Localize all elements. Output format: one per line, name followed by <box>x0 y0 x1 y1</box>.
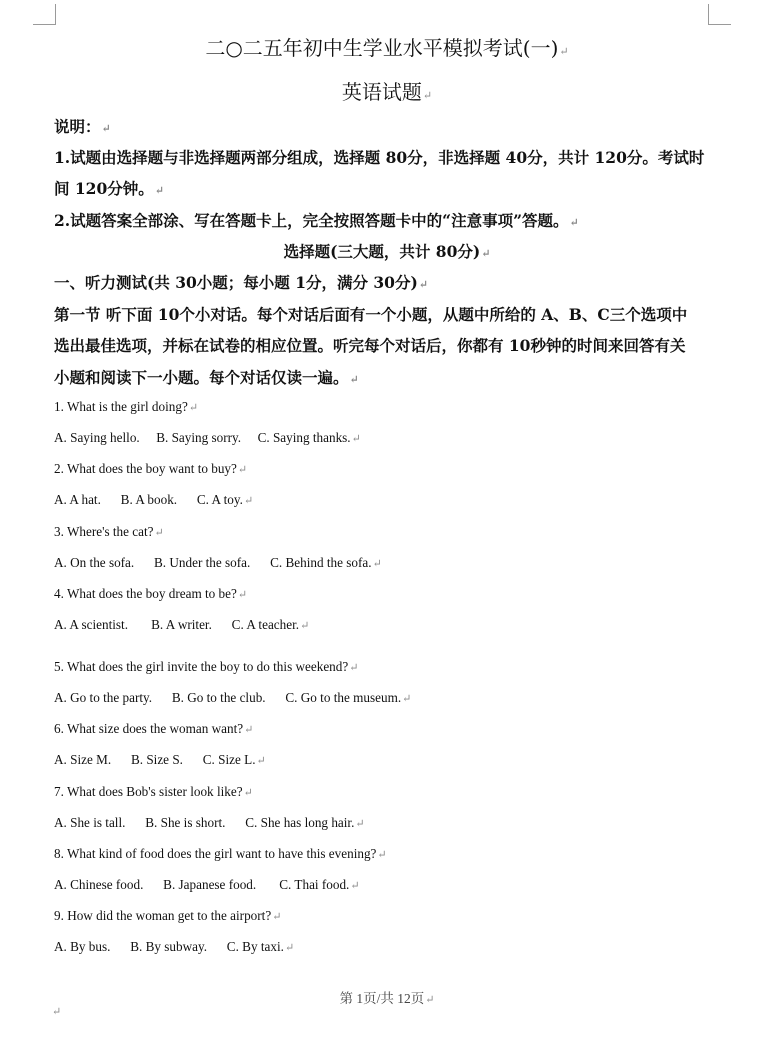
question-3: 3. Where's the cat?↵ <box>54 524 164 539</box>
question-5-option-a: A. Go to the party. <box>54 690 153 705</box>
listening-part-heading: 一、听力测试(共 30小题；每小题 1分，满分 30分)↵ <box>54 273 429 292</box>
question-2-options: A. A hat. B. A book. C. A toy.↵ <box>54 492 254 507</box>
question-4-option-c: C. A teacher. <box>231 617 300 632</box>
exam-subtitle: 英语试题↵ <box>341 80 433 104</box>
instruction-1-line-2: 间 120分钟。↵ <box>54 179 164 198</box>
question-2-option-c: C. A toy. <box>196 492 243 507</box>
question-6-option-b: B. Size S. <box>130 752 183 767</box>
question-4-options: A. A scientist. B. A writer. C. A teacher.↵ <box>54 617 310 632</box>
section1-instruction-line-1: 第一节 听下面 10个小对话。每个对话后面有一个小题，从题中所给的 A、B、C三个选项中 <box>54 305 688 324</box>
question-5-option-b: B. Go to the club. <box>171 690 266 705</box>
question-3-option-c: C. Behind the sofa. <box>270 555 372 570</box>
question-7: 7. What does Bob's sister look like?↵ <box>54 784 253 799</box>
paragraph-mark: ↵ <box>52 1005 62 1018</box>
question-8-option-a: A. Chinese food. <box>54 877 144 892</box>
question-4: 4. What does the boy dream to be?↵ <box>54 586 248 601</box>
question-2: 2. What does the boy want to buy?↵ <box>54 461 248 476</box>
question-1-options: A. Saying hello. B. Saying sorry. C. Saying thanks.↵ <box>54 430 361 445</box>
question-5-options: A. Go to the party. B. Go to the club. C. Go to the museum.↵ <box>54 690 412 705</box>
question-6-options: A. Size M. B. Size S. C. Size L.↵ <box>54 752 266 767</box>
question-6-option-a: A. Size M. <box>54 752 112 767</box>
question-9: 9. How did the woman get to the airport?↵ <box>54 908 282 923</box>
exam-title: 二○二五年初中生学业水平模拟考试(一)↵ <box>205 36 569 60</box>
question-2-option-a: A. A hat. <box>54 492 101 507</box>
question-5: 5. What does the girl invite the boy to do this weekend?↵ <box>54 659 359 674</box>
question-9-option-a: A. By bus. <box>54 939 111 954</box>
question-1-option-c: C. Saying thanks. <box>257 430 351 445</box>
question-6: 6. What size does the woman want?↵ <box>54 721 254 736</box>
question-7-options: A. She is tall. B. She is short. C. She has long hair.↵ <box>54 815 365 830</box>
instruction-1-line-1: 1.试题由选择题与非选择题两部分组成，选择题 80分，非选择题 40分，共计 120分。考试时 <box>54 148 705 167</box>
question-1-option-b: B. Saying sorry. <box>156 430 242 445</box>
question-1: 1. What is the girl doing?↵ <box>54 399 199 414</box>
question-4-option-a: A. A scientist. <box>54 617 128 632</box>
section1-instruction-line-2: 选出最佳选项，并标在试卷的相应位置。听完每个对话后，你都有 10秒钟的时间来回答有关 <box>54 336 686 355</box>
question-8-options: A. Chinese food. B. Japanese food. C. Thai food.↵ <box>54 877 360 892</box>
question-8: 8. What kind of food does the girl want to have this evening?↵ <box>54 846 387 861</box>
page-number: 第 1页/共 12页↵ <box>339 991 435 1006</box>
question-6-option-c: C. Size L. <box>202 752 256 767</box>
question-1-option-a: A. Saying hello. <box>54 430 140 445</box>
question-8-option-c: C. Thai food. <box>279 877 350 892</box>
crop-mark-top-left <box>33 4 56 25</box>
question-3-options: A. On the sofa. B. Under the sofa. C. Behind the sofa.↵ <box>54 555 382 570</box>
question-5-option-c: C. Go to the museum. <box>285 690 402 705</box>
question-9-option-c: C. By taxi. <box>226 939 284 954</box>
question-2-option-b: B. A book. <box>120 492 178 507</box>
question-7-option-a: A. She is tall. <box>54 815 126 830</box>
instruction-2: 2.试题答案全部涂、写在答题卡上，完全按照答题卡中的“注意事项”答题。↵ <box>54 211 579 230</box>
question-8-option-b: B. Japanese food. <box>163 877 257 892</box>
question-3-option-a: A. On the sofa. <box>54 555 135 570</box>
question-9-option-b: B. By subway. <box>130 939 208 954</box>
crop-mark-top-right <box>708 4 731 25</box>
section-heading: 选择题(三大题，共计 80分)↵ <box>283 242 491 261</box>
question-4-option-b: B. A writer. <box>151 617 212 632</box>
section1-instruction-line-3: 小题和阅读下一小题。每个对话仅读一遍。↵ <box>54 368 359 387</box>
question-9-options: A. By bus. B. By subway. C. By taxi.↵ <box>54 939 295 954</box>
question-3-option-b: B. Under the sofa. <box>154 555 251 570</box>
instructions-label: 说明：↵ <box>54 117 111 136</box>
question-7-option-c: C. She has long hair. <box>245 815 355 830</box>
question-7-option-b: B. She is short. <box>145 815 226 830</box>
